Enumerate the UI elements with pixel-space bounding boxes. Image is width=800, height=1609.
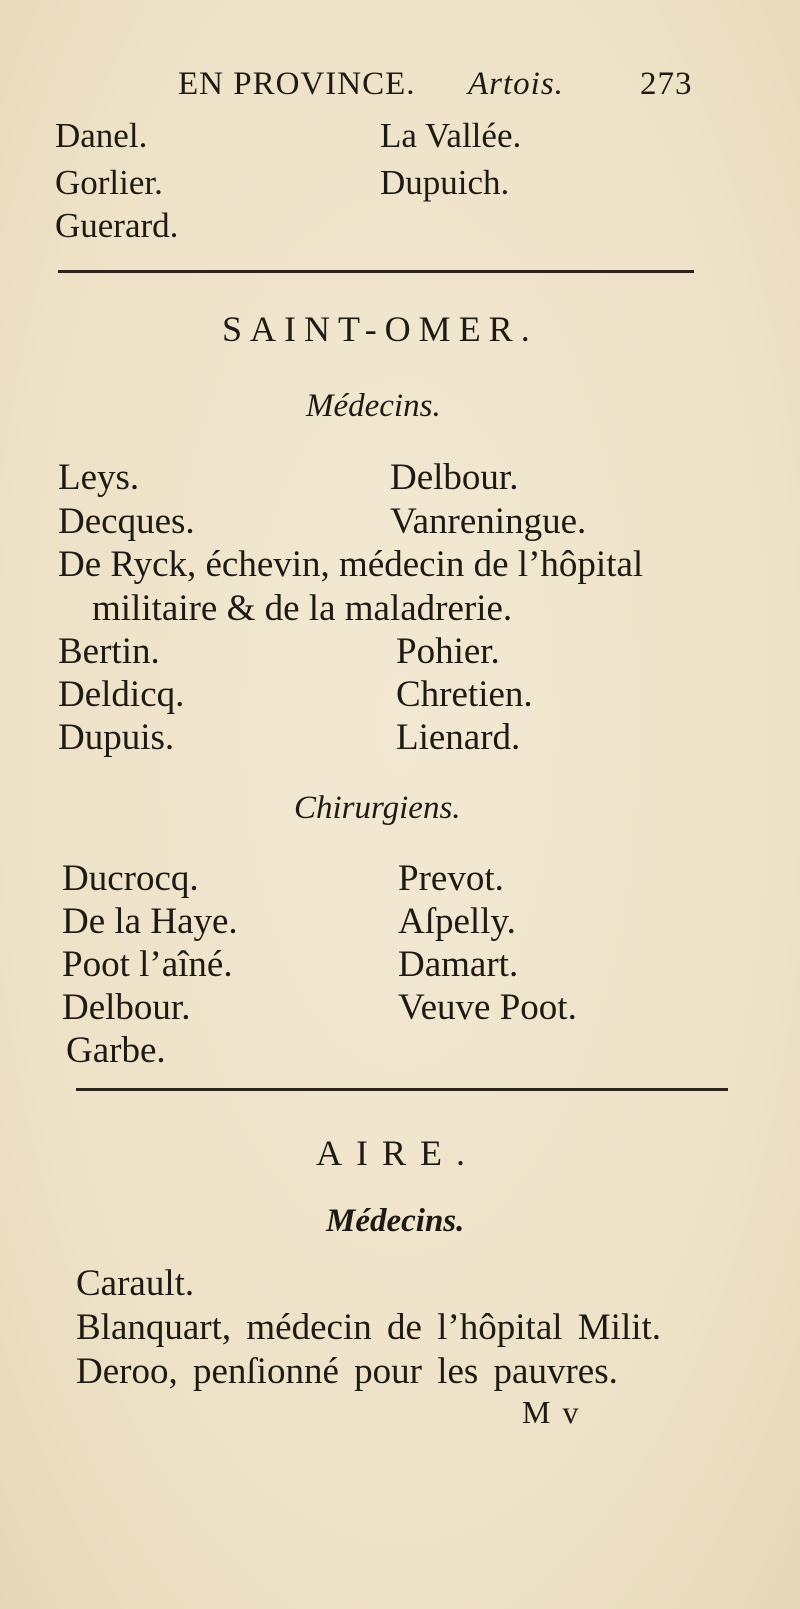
subheading-medecins: Médecins.	[306, 388, 441, 424]
list-item-long-continuation: militaire & de la maladrerie.	[92, 588, 513, 629]
list-item: Deroo, penſionné pour les pauvres.	[76, 1351, 618, 1392]
list-item: Aſpelly.	[398, 901, 516, 942]
section-divider	[76, 1088, 728, 1091]
list-item: La Vallée.	[380, 116, 522, 155]
list-item: Chretien.	[396, 674, 533, 715]
list-item: Leys.	[58, 457, 140, 498]
list-item: Veuve Poot.	[398, 987, 577, 1028]
list-item: Vanreningue.	[390, 501, 587, 542]
list-item: Lienard.	[396, 717, 521, 758]
signature-mark: M v	[522, 1394, 581, 1430]
section-title-aire: AIRE.	[316, 1133, 479, 1173]
subheading-chirurgiens: Chirurgiens.	[294, 790, 461, 826]
list-item: Deldicq.	[58, 674, 185, 715]
list-item: Decques.	[58, 501, 195, 542]
list-item: Dupuich.	[380, 163, 510, 202]
list-item: Blanquart, médecin de l’hôpital Milit.	[76, 1307, 662, 1348]
running-header-left: EN PROVINCE.	[178, 66, 416, 102]
section-divider	[58, 270, 694, 273]
list-item: Prevot.	[398, 858, 504, 899]
list-item: Poot l’aîné.	[62, 944, 233, 985]
running-header-right: Artois.	[468, 66, 564, 102]
list-item: Garbe.	[66, 1030, 166, 1071]
section-title-saint-omer: SAINT-OMER.	[222, 309, 538, 349]
list-item: Pohier.	[396, 631, 500, 672]
list-item: Gorlier.	[55, 163, 163, 202]
list-item: Guerard.	[55, 206, 179, 245]
list-item: De la Haye.	[62, 901, 238, 942]
list-item: Dupuis.	[58, 717, 175, 758]
list-item: Ducrocq.	[62, 858, 199, 899]
list-item-long: De Ryck, échevin, médecin de l’hôpital	[58, 544, 644, 585]
list-item: Delbour.	[390, 457, 519, 498]
subheading-medecins: Médecins.	[326, 1203, 465, 1239]
list-item: Damart.	[398, 944, 519, 985]
list-item: Bertin.	[58, 631, 160, 672]
list-item: Danel.	[55, 116, 148, 155]
page-number: 273	[640, 66, 693, 102]
list-item: Delbour.	[62, 987, 191, 1028]
list-item: Carault.	[76, 1263, 195, 1304]
